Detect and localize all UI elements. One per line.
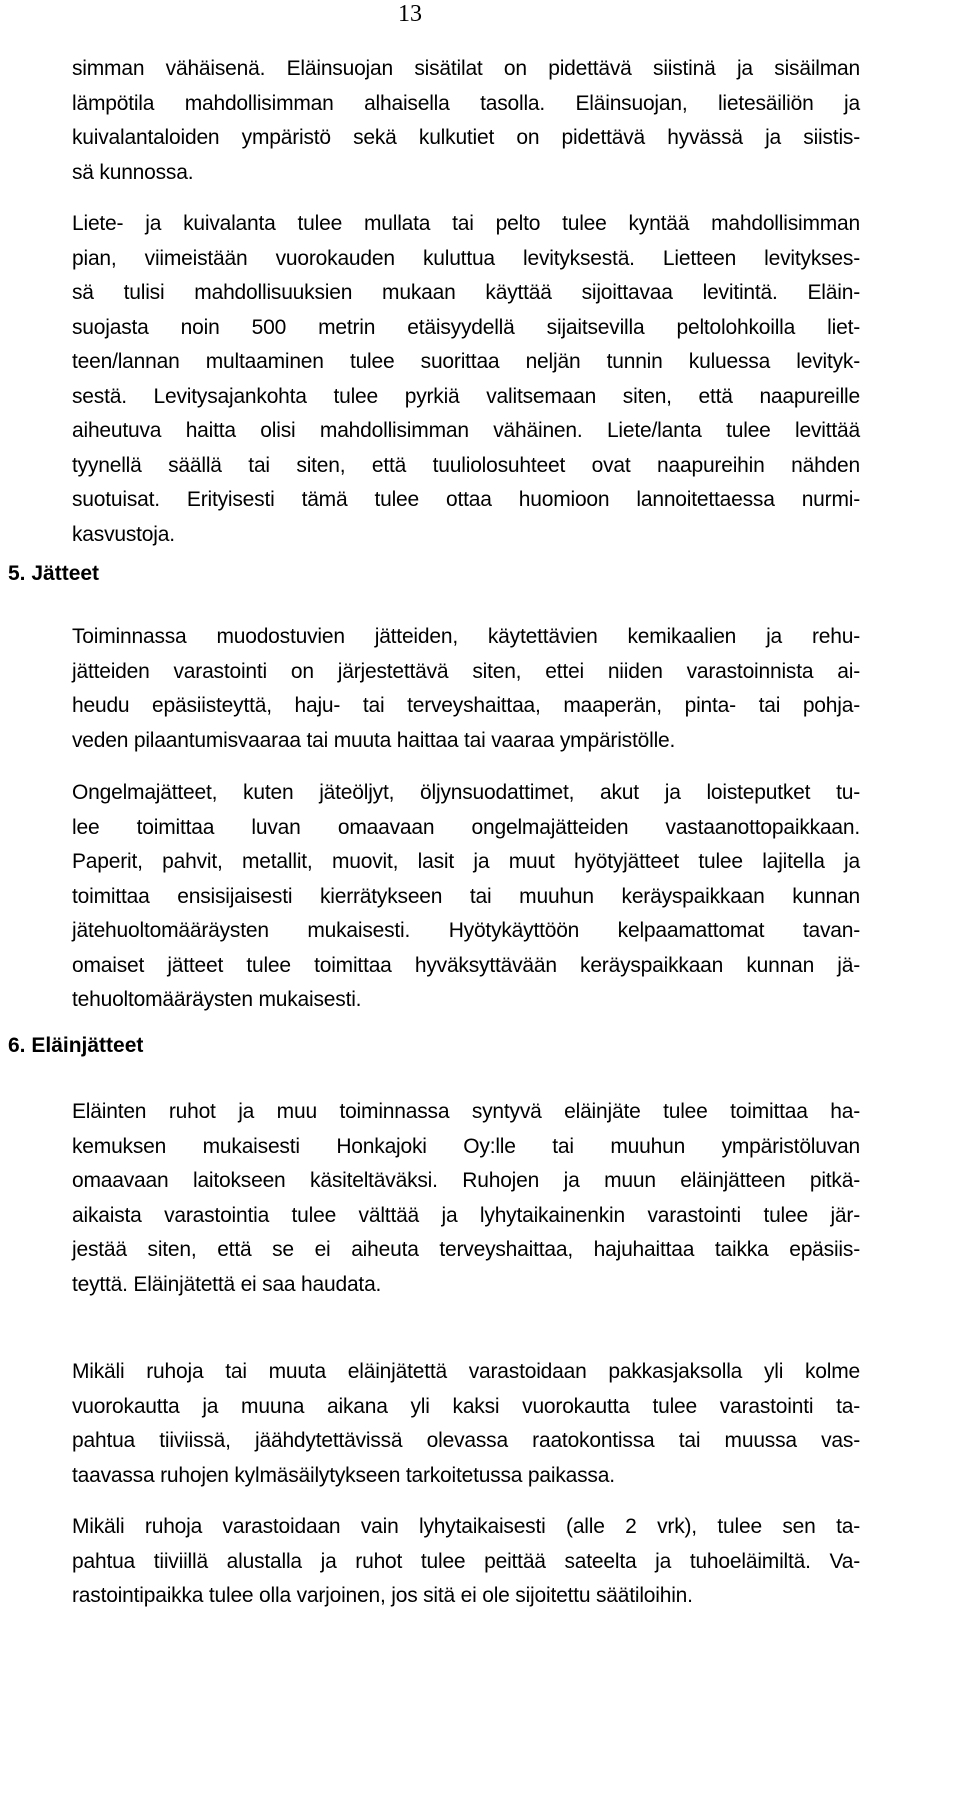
text-line: teen/lannan multaaminen tulee suorittaa neljän tunnin kuluessa levityk- xyxy=(72,350,860,373)
text-line: aikaista varastointia tulee välttää ja lyhytaikainenkin varastointi tulee jär- xyxy=(72,1203,860,1227)
text-line: vuorokautta ja muuna aikana yli kaksi vuorokautta tulee varastointi ta- xyxy=(72,1394,860,1418)
text-line: sestä. Levitysajankohta tulee pyrkiä valitsemaan siten, että naapureille xyxy=(72,384,860,408)
text-line: kemuksen mukaisesti Honkajoki Oy:lle tai muuhun ympäristöluvan xyxy=(72,1134,860,1158)
text-line: taavassa ruhojen kylmäsäilytykseen tarkoitetussa paikassa. xyxy=(72,1463,615,1487)
text-line: Mikäli ruhoja varastoidaan vain lyhytaikaisesti (alle 2 vrk), tulee sen ta- xyxy=(72,1515,860,1538)
text-line: pian, viimeistään vuorokauden kuluttua levityksestä. Lietteen levitykses- xyxy=(72,246,860,270)
text-line: jätehuoltomääräysten mukaisesti. Hyötykäyttöön kelpaamattomat tavan- xyxy=(72,919,860,942)
text-line: rastointipaikka tulee olla varjoinen, jos sitä ei ole sijoitettu säätiloihin. xyxy=(72,1584,693,1607)
text-line: simman vähäisenä. Eläinsuojan sisätilat on pidettävä siistinä ja sisäilman xyxy=(72,57,860,80)
paragraph-hazardous-waste xyxy=(72,776,860,1018)
text-line: Eläinten ruhot ja muu toiminnassa syntyvä eläinjäte tulee toimittaa ha- xyxy=(72,1100,860,1123)
text-line: sä tulisi mahdollisuuksien mukaan käyttää sijoittavaa levitintä. Eläin- xyxy=(72,281,860,304)
section-heading-waste: 5. Jätteet xyxy=(8,562,100,585)
text-line: Toiminnassa muodostuvien jätteiden, käytettävien kemikaalien ja rehu- xyxy=(72,625,860,648)
paragraph-carcass-storage xyxy=(72,1355,860,1493)
text-line: tyynellä säällä tai siten, että tuuliolosuhteet ovat naapureihin nähden xyxy=(72,453,860,477)
text-line: jätteiden varastointi on järjestettävä siten, ettei niiden varastoinnista ai- xyxy=(72,659,860,683)
paragraph-short-term-storage xyxy=(72,1510,860,1614)
text-line: heudu epäsiisteyttä, haju- tai terveyshaittaa, maaperän, pinta- tai pohja- xyxy=(72,694,860,717)
text-line: pahtua tiiviillä alustalla ja ruhot tulee peittää sateelta ja tuhoeläimiltä. Va- xyxy=(72,1549,860,1573)
section-heading-animal-waste: 6. Eläinjätteet xyxy=(8,1034,144,1057)
paragraph-waste-storage xyxy=(72,620,860,758)
text-line: kasvustoja. xyxy=(72,522,175,546)
text-line: suotuisat. Erityisesti tämä tulee ottaa huomioon lannoitettaessa nurmi- xyxy=(72,488,860,511)
text-line: tehuoltomääräysten mukaisesti. xyxy=(72,988,362,1011)
text-line: Paperit, pahvit, metallit, muovit, lasit ja muut hyötyjätteet tulee lajitella ja xyxy=(72,850,860,873)
paragraph-carcass-disposal xyxy=(72,1095,860,1302)
paragraph-livestock-hygiene xyxy=(72,52,860,190)
text-line: Liete- ja kuivalanta tulee mullata tai pelto tulee kyntää mahdollisimman xyxy=(72,212,860,235)
text-line: teyttä. Eläinjätettä ei saa haudata. xyxy=(72,1272,382,1296)
text-line: omaavaan laitokseen käsiteltäväksi. Ruhojen ja muun eläinjätteen pitkä- xyxy=(72,1169,860,1192)
text-line: Ongelmajätteet, kuten jäteöljyt, öljynsuodattimet, akut ja loisteputket tu- xyxy=(72,781,860,804)
text-line: aiheutuva haitta olisi mahdollisimman vähäinen. Liete/lanta tulee levittää xyxy=(72,419,860,442)
text-line: pahtua tiiviissä, jäähdytettävissä olevassa raatokontissa tai muussa vas- xyxy=(72,1429,860,1452)
text-line: suojasta noin 500 metrin etäisyydellä sijaitsevilla peltolohkoilla liet- xyxy=(72,315,860,339)
text-line: Mikäli ruhoja tai muuta eläinjätettä varastoidaan pakkasjaksolla yli kolme xyxy=(72,1360,860,1383)
text-line: omaiset jätteet tulee toimittaa hyväksyttävään keräyspaikkaan kunnan jä- xyxy=(72,953,860,977)
text-line: kuivalantaloiden ympäristö sekä kulkutiet on pidettävä hyvässä ja siistis- xyxy=(72,126,860,149)
text-line: toimittaa ensisijaisesti kierrätykseen tai muuhun keräyspaikkaan kunnan xyxy=(72,884,860,908)
page-number: 13 xyxy=(398,1,422,27)
paragraph-manure-spreading xyxy=(72,207,860,552)
text-line: veden pilaantumisvaaraa tai muuta haittaa tai vaaraa ympäristölle. xyxy=(72,728,676,752)
text-line: sä kunnossa. xyxy=(72,160,194,184)
text-line: lämpötila mahdollisimman alhaisella tasolla. Eläinsuojan, lietesäiliön ja xyxy=(72,91,860,115)
text-line: lee toimittaa luvan omaavaan ongelmajätteiden vastaanottopaikkaan. xyxy=(72,815,860,839)
text-line: jestää siten, että se ei aiheuta terveyshaittaa, hajuhaittaa taikka epäsiis- xyxy=(72,1238,860,1261)
